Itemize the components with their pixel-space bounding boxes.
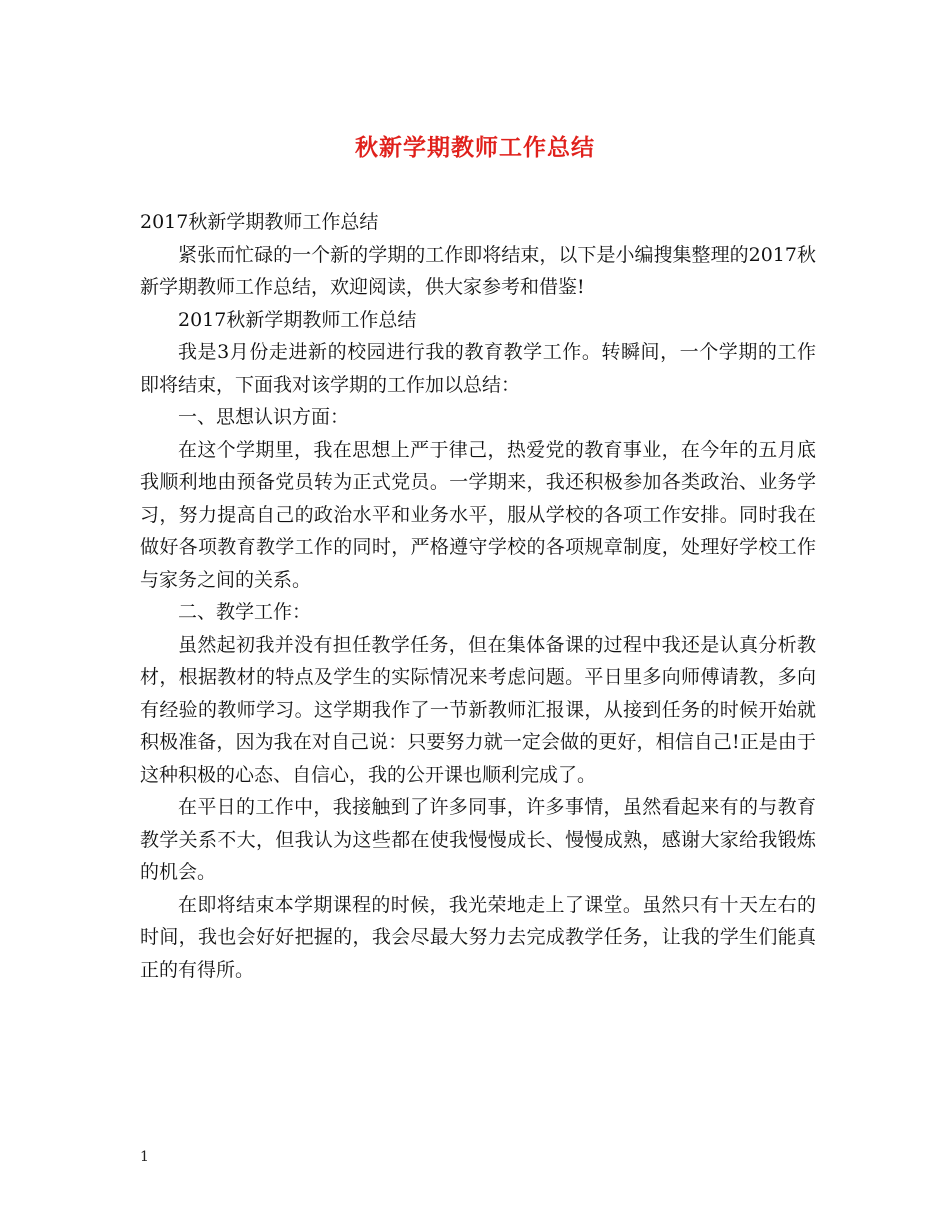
paragraph-opening: 我是3月份走进新的校园进行我的教育教学工作。转瞬间，一个学期的工作即将结束，下面我对该学期的工作加以总结： <box>140 341 816 396</box>
paragraph-closing: 在即将结束本学期课程的时候，我光荣地走上了课堂。虽然只有十天左右的时间，我也会好好把握的，我会尽最大努力去完成教学任务，让我的学生们能真正的有得所。 <box>140 893 816 981</box>
section-heading-teaching: 二、教学工作： <box>178 601 312 623</box>
paragraph-heading-repeat: 2017秋新学期教师工作总结 <box>178 308 417 331</box>
paragraph-intro: 紧张而忙碌的一个新的学期的工作即将结束，以下是小编搜集整理的2017秋新学期教师工作总结，欢迎阅读，供大家参考和借鉴! <box>140 243 816 298</box>
section-heading-thought: 一、思想认识方面： <box>178 406 350 428</box>
paragraph-subtitle: 2017秋新学期教师工作总结 <box>140 211 379 233</box>
paragraph-teaching: 虽然起初我并没有担任教学任务，但在集体备课的过程中我还是认真分析教材，根据教材的特点及学生的实际情况来考虑问题。平日里多向师傅请教，多向有经验的教师学习。这学期我作了一节新教师汇报课，从接到任务的时候开始就积极准备，因为我在对自己说：只要努力就一定会做的更好，相信自己!正是由于这种积极的心态、自信心，我的公开课也顺利完成了。 <box>140 633 816 786</box>
page-number: 1 <box>140 1149 149 1165</box>
paragraph-daily-work: 在平日的工作中，我接触到了许多同事，许多事情，虽然看起来有的与教育教学关系不大，但我认为这些都在使我慢慢成长、慢慢成熟，感谢大家给我锻炼的机会。 <box>140 796 816 883</box>
paragraph-thought: 在这个学期里，我在思想上严于律己，热爱党的教育事业，在今年的五月底我顺利地由预备党员转为正式党员。一学期来，我还积极参加各类政治、业务学习，努力提高自己的政治水平和业务水平，服从学校的各项工作安排。同时我在做好各项教育教学工作的同时，严格遵守学校的各项规章制度，处理好学校工作与家务之间的关系。 <box>140 438 816 591</box>
document-title: 秋新学期教师工作总结 <box>355 134 595 161</box>
document-body <box>140 206 816 986</box>
